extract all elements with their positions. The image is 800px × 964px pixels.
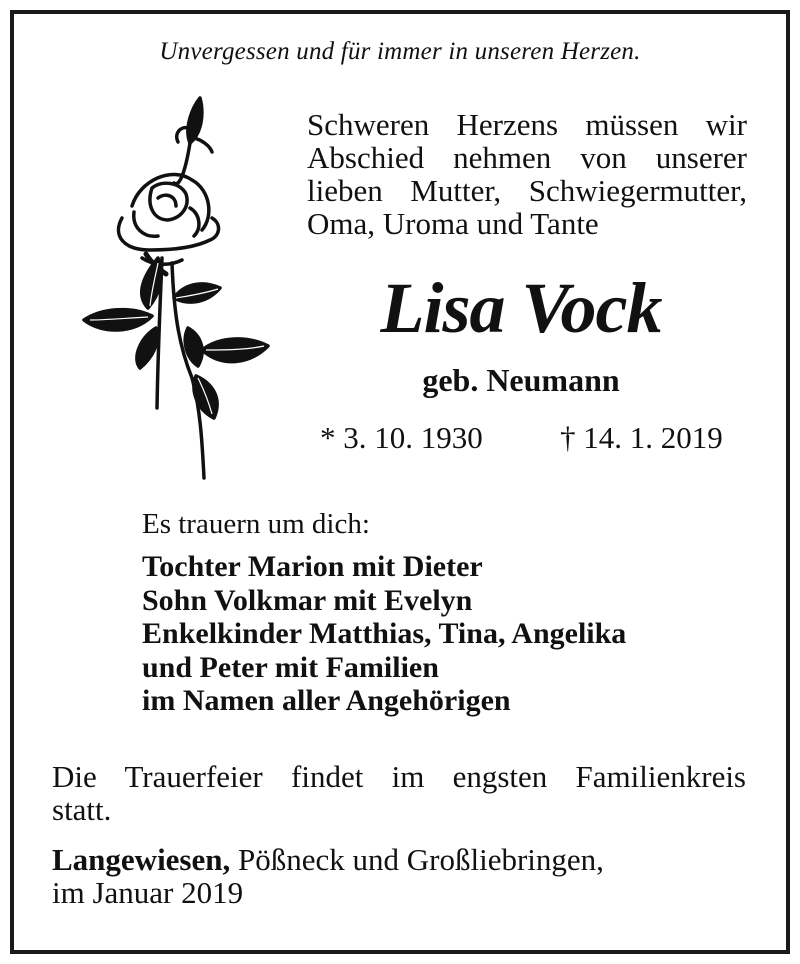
mourner-line: Enkelkinder Matthias, Tina, Angelika [142,617,627,650]
mourners-list [142,550,626,718]
place-and-date [52,843,604,909]
mourner-line: und Peter mit Familien [142,650,439,684]
date-line: im Januar 2019 [52,875,244,910]
intro-line: Abschied nehmen von unserer [307,140,747,175]
mourner-line: Sohn Volkmar mit Evelyn [142,583,473,617]
mourner-line: Tochter Marion mit Dieter [142,550,483,583]
motto: Unvergessen und für immer in unseren Herzen. [159,38,641,65]
rose-icon [62,88,282,488]
intro-text [307,108,747,240]
ceremony-note [52,760,746,826]
intro-line: lieben Mutter, Schwiegermutter, [307,173,747,208]
mourner-line: im Namen aller Angehörigen [142,684,511,717]
intro-line: Oma, Uroma und Tante [307,206,599,241]
place-line [52,843,604,876]
ceremony-line: Die Trauerfeier findet im engsten Familienkreis [52,759,746,794]
death-date: † 14. 1. 2019 [560,420,723,455]
intro-line: Schweren Herzens müssen wir [307,107,747,142]
ceremony-line: statt. [52,792,112,827]
place-bold: Langewiesen, [52,842,231,877]
mourners-heading: Es trauern um dich: [142,508,370,540]
maiden-name: geb. Neumann [422,362,620,398]
deceased-name: Lisa Vock [380,268,662,348]
place-rest: Pößneck und Großliebringen, [230,842,604,877]
birth-date: * 3. 10. 1930 [320,420,483,455]
